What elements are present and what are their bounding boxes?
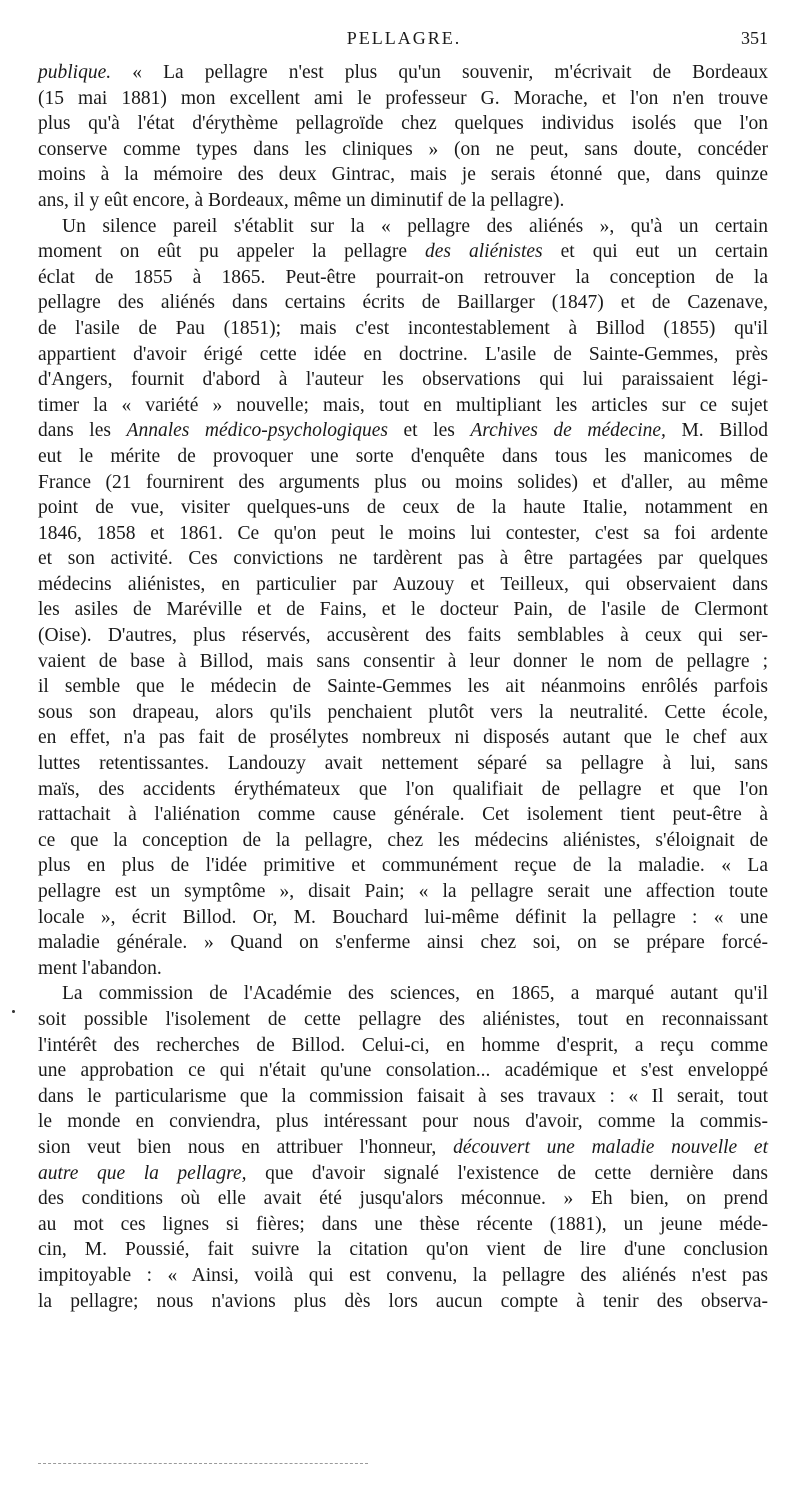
text-segment: appartient d'avoir érigé cette idée en doctrine. L'asile de Sainte-Gemmes, près xyxy=(38,343,768,365)
text-line xyxy=(38,572,768,598)
text-line xyxy=(38,1186,768,1212)
text-segment: au mot ces lignes si fières; dans une thèse récente (1881), un jeune méde- xyxy=(38,1213,768,1235)
text-segment: sion veut bien nous en attribuer l'honneur, xyxy=(38,1136,454,1158)
text-line xyxy=(38,1212,768,1238)
text-line xyxy=(38,1161,768,1187)
text-segment: impitoyable : « Ainsi, voilà qui est convenu, la pellagre des aliénés n'est pas xyxy=(38,1264,768,1286)
text-line xyxy=(38,674,768,700)
text-line xyxy=(38,725,768,751)
text-line xyxy=(38,1237,768,1263)
text-line xyxy=(38,521,768,547)
footer-rule xyxy=(38,1463,368,1464)
text-line xyxy=(38,1033,768,1059)
text-line xyxy=(38,853,768,879)
text-line xyxy=(38,802,768,828)
text-segment: locale », écrit Billod. Or, M. Bouchard lui-même définit la pellagre : « une xyxy=(38,906,768,928)
text-segment: médecins aliénistes, en particulier par Auzouy et Teilleux, qui observaient dans xyxy=(38,573,768,595)
text-line xyxy=(38,137,768,163)
text-segment: la pellagre; nous n'avions plus dès lors aucun compte à tenir des observa- xyxy=(38,1290,768,1312)
text-segment: timer la « variété » nouvelle; mais, tout en multipliant les articles sur ce sujet xyxy=(38,394,768,416)
text-segment: vaient de base à Billod, mais sans consentir à leur donner le nom de pellagre ; xyxy=(38,650,768,672)
text-segment: pellagre est un symptôme », disait Pain; « la pellagre serait une affection toute xyxy=(38,881,768,902)
text-line xyxy=(38,1084,768,1110)
text-line xyxy=(38,342,768,368)
text-line xyxy=(38,188,768,214)
text-line xyxy=(38,470,768,496)
text-line xyxy=(38,1135,768,1161)
text-segment: point de vue, visiter quelques-uns de ceux de la haute Italie, notamment en xyxy=(38,497,768,519)
text-segment: ce que la conception de la pellagre, chez les médecins aliénistes, s'éloignait de xyxy=(38,829,768,851)
text-line xyxy=(38,1109,768,1135)
text-line xyxy=(38,546,768,572)
text-line xyxy=(38,1058,768,1084)
margin-mark xyxy=(12,1010,15,1013)
text-segment: 1846, 1858 et 1861. Ce qu'on peut le moins lui contester, c'est sa foi ardente xyxy=(38,522,768,544)
text-line xyxy=(38,214,768,240)
text-segment: conserve comme types dans les cliniques » (on ne peut, sans doute, concéder xyxy=(38,138,768,160)
italic-segment: des aliénistes xyxy=(424,241,543,263)
text-line xyxy=(38,623,768,649)
text-segment: et les xyxy=(387,420,471,442)
text-segment: eut le mérite de provoquer une sorte d'enquête dans tous les manicomes de xyxy=(38,445,768,467)
body-text xyxy=(38,60,768,1314)
text-line xyxy=(38,700,768,726)
text-line xyxy=(38,444,768,470)
text-line xyxy=(38,905,768,931)
running-title: PELLAGRE. xyxy=(346,28,462,48)
text-segment: une approbation ce qui n'était qu'une consolation... académique et s'est enveloppé xyxy=(38,1060,768,1082)
text-segment: le monde en conviendra, plus intéressant pour nous d'avoir, comme la commis- xyxy=(38,1111,768,1133)
text-segment: en effet, n'a pas fait de prosélytes nombreux ni disposés autant que le chef aux xyxy=(38,727,768,749)
text-segment: plus en plus de l'idée primitive et communément reçue de la maladie. « La xyxy=(38,855,768,877)
text-segment: pellagre des aliénés dans certains écrits de Baillarger (1847) et de Cazenave, xyxy=(38,292,768,314)
text-segment: et son activité. Ces convictions ne tardèrent pas à être partagées par quelques xyxy=(38,548,768,570)
text-line xyxy=(38,495,768,521)
text-segment: La commission de l'Académie des sciences, en 1865, a marqué autant qu'il xyxy=(62,983,768,1005)
text-segment: les asiles de Maréville et de Fains, et le docteur Pain, de l'asile de Clermont xyxy=(38,599,768,621)
italic-segment: Archives de médecine, xyxy=(470,420,666,442)
text-segment: (15 mai 1881) mon excellent ami le professeur G. Morache, et l'on n'en trouve xyxy=(38,87,768,109)
text-segment: « La pellagre n'est plus qu'un souvenir, m'écrivait de Bordeaux xyxy=(111,62,768,83)
text-line xyxy=(38,239,768,265)
text-segment: ment l'abandon. xyxy=(38,957,162,979)
text-segment: que d'avoir signalé l'existence de cette dernière dans xyxy=(246,1162,768,1184)
text-segment: dans le particularisme que la commission faisait à ses travaux : « Il serait, tout xyxy=(38,1085,768,1107)
text-segment: Un silence pareil s'établit sur la « pellagre des aliénés », qu'à un certain xyxy=(62,215,768,237)
text-line xyxy=(38,1263,768,1289)
italic-segment: Annales médico-psychologiques xyxy=(126,420,388,442)
text-line xyxy=(38,879,768,905)
text-segment: moins à la mémoire des deux Gintrac, mais je serais étonné que, dans quinze xyxy=(38,164,768,186)
text-line xyxy=(38,751,768,777)
text-segment: moment on eût pu appeler la pellagre xyxy=(38,241,425,263)
text-segment: l'intérêt des recherches de Billod. Celui-ci, en homme d'esprit, a reçu comme xyxy=(38,1034,768,1056)
text-line xyxy=(38,265,768,291)
text-line xyxy=(38,597,768,623)
text-line xyxy=(38,649,768,675)
text-segment: rattachait à l'aliénation comme cause générale. Cet isolement tient peut-être à xyxy=(38,804,768,826)
text-line xyxy=(38,316,768,342)
text-segment: M. Billod xyxy=(665,420,769,442)
text-segment: plus qu'à l'état d'érythème pellagroïde chez quelques individus isolés que l'on xyxy=(38,113,768,135)
text-line xyxy=(38,828,768,854)
text-segment: et qui eut un certain xyxy=(542,241,768,263)
text-segment: (Oise). D'autres, plus réservés, accusèrent des faits semblables à ceux qui ser- xyxy=(38,625,768,647)
text-line xyxy=(38,60,768,86)
text-segment: il semble que le médecin de Sainte-Gemmes les ait néanmoins enrôlés parfois xyxy=(38,676,768,698)
text-line xyxy=(38,1289,768,1315)
text-line xyxy=(38,367,768,393)
text-line xyxy=(38,86,768,112)
text-line xyxy=(38,777,768,803)
text-segment: soit possible l'isolement de cette pellagre des aliénistes, tout en reconnaissant xyxy=(38,1008,768,1030)
running-head xyxy=(40,28,768,54)
italic-segment: découvert une maladie nouvelle et xyxy=(453,1136,769,1158)
text-line xyxy=(38,418,768,444)
text-segment: luttes retentissantes. Landouzy avait nettement séparé sa pellagre à lui, sans xyxy=(38,753,768,775)
text-line xyxy=(38,162,768,188)
text-segment: maladie générale. » Quand on s'enferme ainsi chez soi, on se prépare forcé- xyxy=(38,932,768,954)
italic-segment: publique. xyxy=(38,62,112,83)
text-segment: dans les xyxy=(38,420,127,442)
text-segment: des conditions où elle avait été jusqu'alors méconnue. » Eh bien, on prend xyxy=(38,1188,768,1210)
text-line xyxy=(38,981,768,1007)
text-segment: France (21 fournirent des arguments plus ou moins solides) et d'aller, au même xyxy=(38,471,768,493)
page-number: 351 xyxy=(741,28,768,48)
text-segment: d'Angers, fournit d'abord à l'auteur les observations qui lui paraissaient légi- xyxy=(38,369,768,391)
text-segment: de l'asile de Pau (1851); mais c'est incontestablement à Billod (1855) qu'il xyxy=(38,317,768,339)
text-line xyxy=(38,290,768,316)
text-line xyxy=(38,393,768,419)
text-line xyxy=(38,930,768,956)
text-line xyxy=(38,1007,768,1033)
text-segment: cin, M. Poussié, fait suivre la citation qu'on vient de lire d'une conclusion xyxy=(38,1239,768,1261)
text-segment: sous son drapeau, alors qu'ils penchaient plutôt vers la neutralité. Cette école, xyxy=(38,701,768,723)
text-segment: éclat de 1855 à 1865. Peut-être pourrait-on retrouver la conception de la xyxy=(38,266,768,288)
text-line xyxy=(38,956,768,982)
text-segment: ans, il y eût encore, à Bordeaux, même un diminutif de la pellagre). xyxy=(38,189,565,211)
text-segment: maïs, des accidents érythémateux que l'on qualifiait de pellagre et que l'on xyxy=(38,778,768,800)
text-line xyxy=(38,111,768,137)
italic-segment: autre que la pellagre, xyxy=(38,1162,247,1184)
